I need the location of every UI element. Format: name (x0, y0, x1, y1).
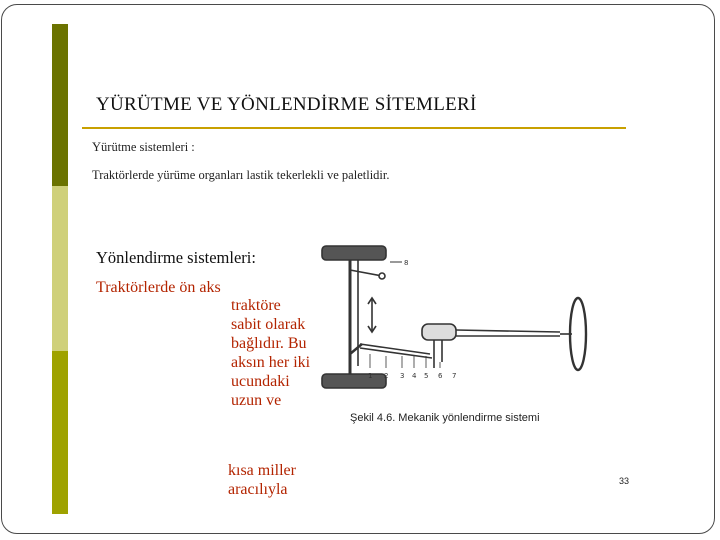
figure-label-2: 2 (384, 372, 389, 380)
red-text-2: traktöre sabit olarak bağlıdır. Bu aksın her iki ucundaki uzun ve (231, 297, 311, 409)
figure-caption: Şekil 4.6. Mekanik yönlendirme sistemi (350, 412, 540, 424)
figure-label-7: 7 (452, 372, 457, 380)
title-underline (82, 127, 626, 129)
accent-bar-top (52, 24, 68, 186)
red-text-3: kısa miller aracılıyla (228, 462, 296, 498)
figure-label-4: 4 (412, 372, 417, 380)
figure-label-6: 6 (438, 372, 443, 380)
steering-subheading: Yönlendirme sistemleri: (96, 248, 256, 267)
steering-diagram (310, 236, 600, 436)
front-wheel-bottom (322, 372, 389, 388)
figure-label-3: 3 (400, 372, 405, 380)
red-text-1: Traktörlerde ön aks (96, 279, 221, 296)
figure-label-8: 8 (404, 259, 409, 267)
accent-bar-bottom (52, 351, 68, 514)
text-line-1: Yürütme sistemleri : (92, 140, 195, 154)
slide-title: YÜRÜTME VE YÖNLENDİRME SİTEMLERİ (96, 94, 477, 115)
page-number: 33 (619, 476, 630, 486)
text-line-2: Traktörlerde yürüme organları lastik tekerlekli ve paletlidir. (92, 168, 390, 182)
figure-label-1: 1 (368, 372, 373, 380)
front-wheel-top (322, 246, 386, 260)
accent-bar-middle (52, 186, 68, 351)
figure-label-5: 5 (424, 372, 429, 380)
